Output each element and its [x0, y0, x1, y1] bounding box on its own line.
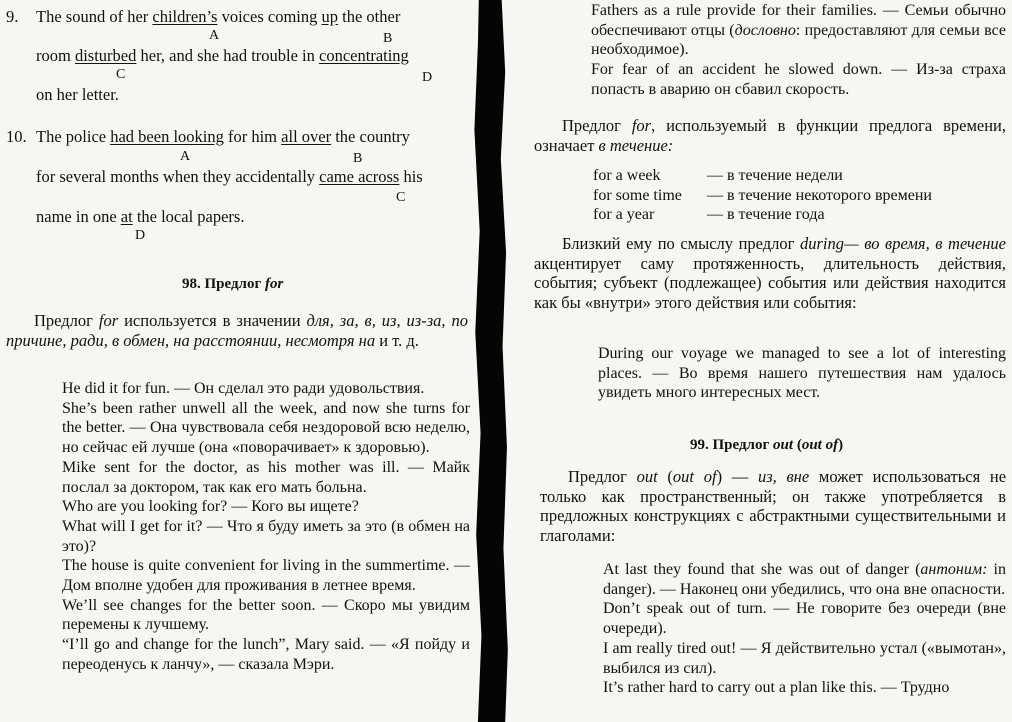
time-usage-table	[593, 166, 932, 225]
section-98-examples	[62, 379, 470, 675]
q10-number: 10.	[6, 127, 27, 146]
section-98-intro: Предлог for используется в значении для, за, в, из, из-за, по причине, ради, в обмен, на расстоянии, несмотря на и т. д.	[6, 311, 469, 350]
example-item: At last they found that she was out of danger (антоним: in danger). — Наконец они убедились, что она вне опасности.	[603, 561, 1006, 598]
section-98-heading: 98. Предлог for	[182, 276, 284, 292]
table-row: for some time — в течение некоторого времени	[593, 186, 932, 204]
right-top-examples	[591, 1, 1006, 100]
example-item: We’ll see changes for the better soon. — Скоро мы увидим перемены к лучшему.	[62, 596, 470, 634]
section-99-heading: 99. Предлог out (out of)	[690, 437, 844, 453]
q10-option-a: had been looking	[110, 127, 224, 146]
example-item: I am really tired out! — Я действительно устал («вымотан», выбился из сил).	[603, 639, 1006, 677]
q10-option-b: all over	[281, 127, 332, 146]
q10-marker-a: A	[180, 149, 191, 164]
q9-option-d: concentrating	[319, 46, 409, 65]
q9-marker-a: A	[209, 28, 220, 43]
example-item: Don’t speak out of turn. — Не говорите без очереди (вне очереди).	[603, 600, 1006, 638]
during-example: During our voyage we managed to see a lot of interesting places. — Во время нашего путешествия нам удалось увидеть много интересных мест.	[598, 345, 1006, 402]
q10-marker-d: D	[135, 228, 146, 243]
q10-option-d: at	[120, 207, 133, 226]
example-item: What will I get for it? — Что я буду иметь за это (в обмен на это)?	[62, 517, 470, 555]
q10-marker-c: C	[396, 190, 406, 205]
example-item: “I’ll go and change for the lunch”, Mary said. — «Я пойду и переоденусь к ланчу», — сказала Мэри.	[62, 636, 470, 673]
q10-line-2: for several months when they accidentally came across his	[36, 167, 423, 186]
q9-option-b: up	[321, 7, 338, 26]
q9-line-3: on her letter.	[36, 85, 119, 104]
example-item: Mike sent for the doctor, as his mother was ill. — Майк послал за доктором, так как его мать больна.	[62, 458, 470, 496]
q9-marker-c: C	[116, 67, 126, 82]
q9-option-a: children’s	[152, 7, 218, 26]
q9-line-1: The sound of her children’s voices coming up the other	[36, 7, 401, 26]
q10-option-c: came across	[319, 167, 400, 186]
table-row: for a week — в течение недели	[593, 167, 843, 184]
example-item: Fathers as a rule provide for their families. — Семьи обычно обеспечивают отцы (дословно: предоставляют для семьи все необходимое).	[591, 2, 1006, 59]
section-99-intro: Предлог out (out of) — из, вне может использоваться не только как пространственный; он также употребляется в предложных конструкциях с абстрактными существительными и глаголами:	[540, 467, 1007, 545]
q9-marker-d: D	[422, 70, 433, 85]
during-paragraph: Близкий ему по смыслу предлог during— во время, в течение акцентирует саму протяженность, длительность действия, события; субъект (подлежащее) события или действия находится как бы «внутри» этого действия или события:	[534, 234, 1007, 312]
example-item: It’s rather hard to carry out a plan like this. — Трудно	[603, 679, 950, 697]
right-page	[506, 0, 1012, 722]
q10-line-3: name in one at the local papers.	[36, 207, 245, 226]
q9-option-c: disturbed	[74, 46, 137, 65]
section-99-examples	[603, 560, 1006, 698]
example-item: The house is quite convenient for living in the summertime. — Дом вполне удобен для проживания в летнее время.	[62, 557, 470, 595]
table-row: for a year — в течение года	[593, 206, 825, 223]
example-item: Who are you looking for? — Кого вы ищете?	[62, 498, 359, 516]
q9-marker-b: B	[383, 31, 393, 46]
example-item: He did it for fun. — Он сделал это ради удовольствия.	[62, 380, 425, 397]
q9-number: 9.	[6, 7, 19, 26]
q10-line-1: The police had been looking for him all over the country	[36, 127, 410, 146]
left-page	[0, 0, 478, 722]
time-usage-intro: Предлог for, используемый в функции предлога времени, означает в течение:	[534, 116, 1007, 155]
q10-marker-b: B	[353, 151, 363, 166]
example-item: For fear of an accident he slowed down. — Из-за страха попасть в аварию он сбавил скорость.	[591, 61, 1006, 98]
example-item: She’s been rather unwell all the week, and now she turns for the better. — Она чувствовала себя нездоровой всю неделю, но сейчас ей лучше (она «поворачивает» к здоровью).	[62, 399, 470, 457]
q9-line-2: room disturbed her, and she had trouble in concentrating	[36, 46, 409, 65]
